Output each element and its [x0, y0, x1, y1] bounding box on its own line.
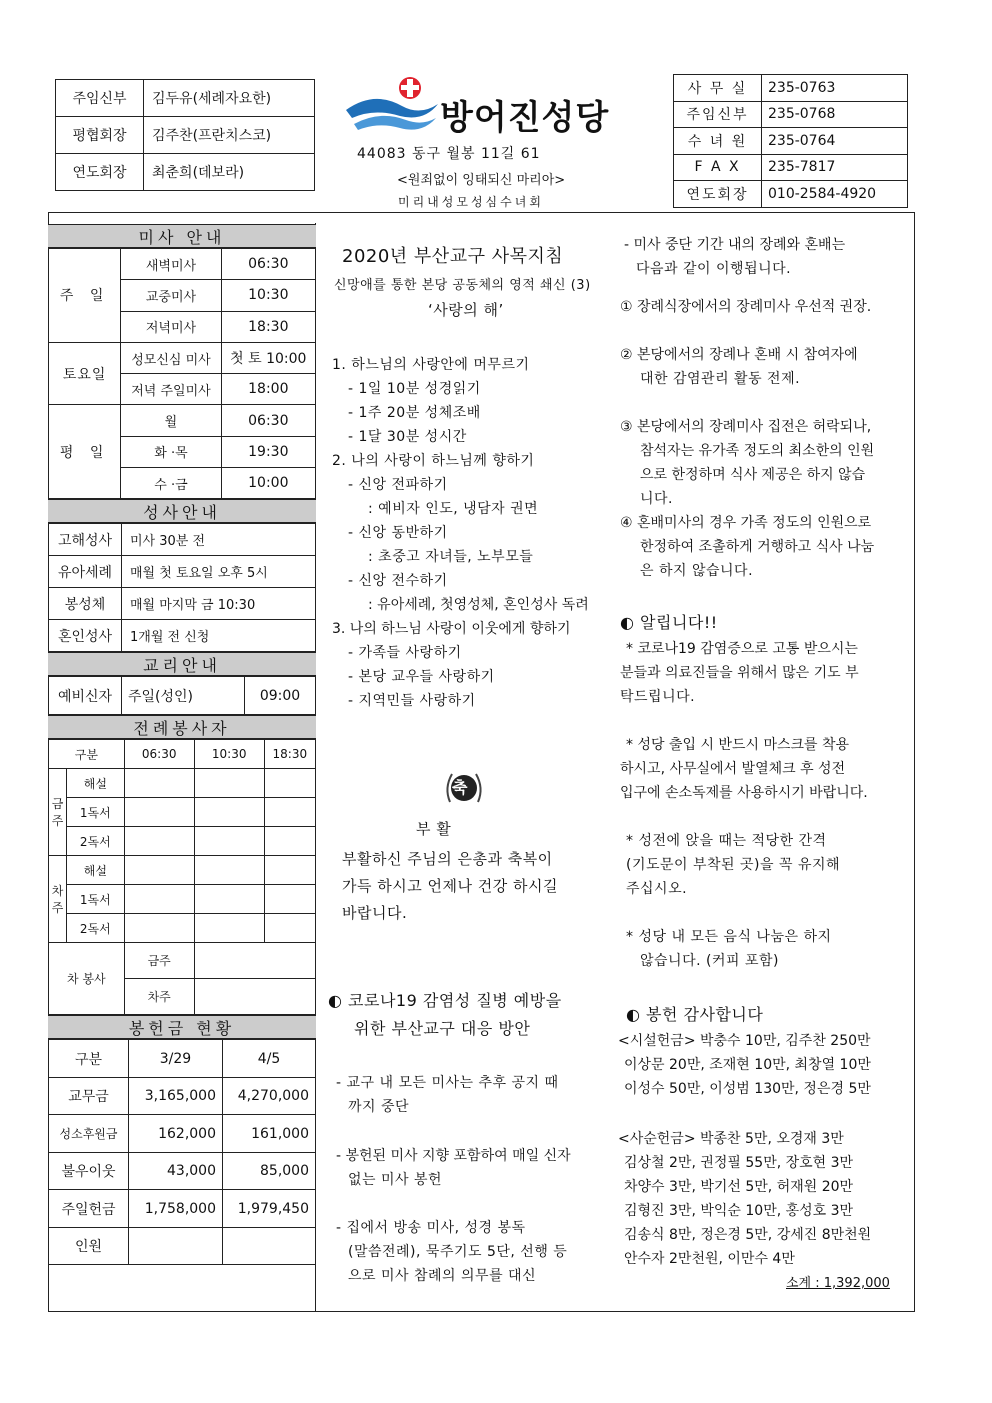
pastoral-line: - 지역민들 사랑하기: [348, 693, 476, 709]
mass-time: 18:00: [221, 374, 315, 405]
servers-week-next: 차주: [49, 856, 67, 943]
offering-value: 1,979,450: [223, 1190, 316, 1228]
header-official-row: [56, 80, 315, 117]
contact-label: 주임신부: [674, 101, 762, 128]
official-value: 최춘희(데보라): [144, 154, 315, 191]
notice-line: 주십시오.: [626, 881, 688, 897]
thanks-line: 안수자 2만천원, 이만수 4만: [624, 1251, 795, 1267]
contact-label: 수 녀 원: [674, 128, 762, 155]
car-row: [49, 943, 316, 979]
funeral-line: 다음과 같이 이행됩니다.: [636, 261, 792, 277]
sacrament-label: 혼인성사: [49, 620, 122, 652]
notice-line: * 성당 내 모든 음식 나눔은 하지: [626, 929, 832, 945]
servers-cell[interactable]: [124, 798, 194, 827]
mass-row: [49, 405, 316, 436]
sacrament-label: 봉성체: [49, 588, 122, 620]
car-service-label: 차 봉사: [49, 943, 125, 1015]
pastoral-line: 2. 나의 사랑이 하느님께 향하기: [332, 453, 535, 469]
thanks-line: <시설헌금> 박충수 10만, 김주찬 250만: [618, 1033, 871, 1049]
pastoral-line: : 예비자 인도, 냉담자 권면: [368, 501, 539, 517]
servers-title: 전례봉사자: [48, 715, 316, 739]
official-label: 주임신부: [56, 80, 144, 117]
servers-role: 해설: [67, 769, 125, 798]
offering-label: 교무금: [49, 1077, 129, 1115]
offering-header: 구분: [49, 1040, 129, 1078]
servers-cell[interactable]: [124, 885, 194, 914]
sacrament-value: 매월 마지막 금 10:30: [122, 588, 316, 620]
sacrament-row: [49, 556, 316, 588]
sacrament-value: 미사 30분 전: [122, 524, 316, 556]
covid-line: - 교구 내 모든 미사는 추후 공지 때: [336, 1075, 559, 1091]
servers-time: 06:30: [124, 740, 194, 769]
covid-line: - 집에서 방송 미사, 성경 봉독: [336, 1220, 526, 1236]
notice-line: 분들과 의료진들을 위해서 많은 기도 부: [620, 665, 859, 681]
pastoral-line: : 초중고 자녀들, 노부모들: [368, 549, 534, 565]
offering-label: 주일헌금: [49, 1190, 129, 1228]
contact-table: [673, 74, 908, 208]
servers-cell[interactable]: [124, 769, 194, 798]
offering-value: 162,000: [129, 1115, 223, 1153]
official-label: 연도회장: [56, 154, 144, 191]
pastoral-line: - 1주 20분 성체조배: [348, 405, 481, 421]
offering-label: 인원: [49, 1227, 129, 1265]
covid-line: - 봉헌된 미사 지향 포함하여 매일 신자: [336, 1148, 571, 1164]
offering-row: [49, 1115, 316, 1153]
servers-row: [49, 885, 316, 914]
funeral-line: - 미사 중단 기간 내의 장례와 혼배는: [624, 237, 846, 253]
mass-time: 18:30: [221, 311, 315, 342]
official-value: 김주찬(프란치스코): [144, 117, 315, 154]
contact-value: 235-7817: [762, 154, 908, 181]
car-week: 금주: [124, 943, 194, 979]
covid-line: 으로 미사 참례의 의무를 대신: [348, 1268, 537, 1284]
pastoral-line: - 신앙 동반하기: [348, 525, 448, 541]
servers-cell[interactable]: [124, 856, 194, 885]
offering-table: [48, 1039, 316, 1265]
servers-cell[interactable]: [264, 798, 315, 827]
notice-line: * 코로나19 감염증으로 고통 받으시는: [626, 641, 858, 657]
contact-label: 사 무 실: [674, 75, 762, 102]
covid-line: 없는 미사 봉헌: [348, 1172, 443, 1188]
offering-label: 성소후원금: [49, 1115, 129, 1153]
offering-row: [49, 1227, 316, 1265]
mass-name: 화 ·목: [121, 436, 221, 467]
funeral-line: ④ 혼배미사의 경우 가족 정도의 인원으로: [620, 515, 872, 531]
pastoral-line: - 신앙 전파하기: [348, 477, 448, 493]
mass-time: 첫 토 10:00: [221, 342, 315, 373]
servers-role: 2독서: [67, 914, 125, 943]
servers-cell[interactable]: [264, 827, 315, 856]
mass-name: 저녁 주일미사: [121, 374, 221, 405]
servers-cell[interactable]: [264, 856, 315, 885]
funeral-line: 대한 감염관리 활동 전제.: [640, 371, 801, 387]
mass-name: 수 ·금: [121, 468, 221, 499]
contact-value: 235-0768: [762, 101, 908, 128]
thanks-title: ◐ 봉헌 감사합니다: [626, 1005, 764, 1024]
pastoral-line: - 가족들 사랑하기: [348, 645, 462, 661]
offering-header-row: [49, 1040, 316, 1078]
contact-value: 235-0764: [762, 128, 908, 155]
sacrament-label: 고해성사: [49, 524, 122, 556]
catechism-label: 예비신자: [49, 677, 122, 715]
pastoral-line: - 신앙 전수하기: [348, 573, 448, 589]
servers-row: [49, 856, 316, 885]
easter-title: 부 활: [416, 820, 452, 838]
offering-row: [49, 1190, 316, 1228]
servers-time: 18:30: [264, 740, 315, 769]
notice-line: * 성당 출입 시 반드시 마스크를 착용: [626, 737, 850, 753]
pastoral-line: : 유아세례, 첫영성체, 혼인성사 독려: [368, 597, 589, 613]
servers-table: [48, 739, 316, 1015]
funeral-line: 참석자는 유가족 정도의 최소한의 인원: [640, 443, 875, 459]
funeral-line: ③ 본당에서의 장례미사 집전은 허락되나,: [620, 419, 872, 435]
funeral-line: 으로 한정하며 식사 제공은 하지 않습: [640, 467, 866, 483]
pastoral-line: - 본당 교우들 사랑하기: [348, 669, 495, 685]
thanks-total: 소계 : 1,392,000: [786, 1276, 890, 1291]
catechism-time: 09:00: [245, 677, 316, 715]
mass-group-weekday: 평 일: [49, 405, 121, 499]
thanks-line: 이성수 50만, 이성범 130만, 정은경 5만: [624, 1081, 871, 1097]
offering-row: [49, 1152, 316, 1190]
mass-name: 성모신심 미사: [121, 342, 221, 373]
notice-line: * 성전에 앉을 때는 적당한 간격: [626, 833, 827, 849]
mass-row: [49, 249, 316, 280]
sacraments-title: 성사안내: [48, 499, 316, 523]
funeral-line: ① 장례식장에서의 장례미사 우선적 권장.: [620, 299, 872, 315]
notice-line: (기도문이 부착된 곳)을 꼭 유지해: [626, 857, 841, 873]
offering-title: 봉헌금 현황: [48, 1015, 316, 1039]
parish-motto: <원죄없이 잉태되신 마리아>: [397, 173, 566, 188]
catechism-value: 주일(성인): [122, 677, 245, 715]
thanks-line: 차양수 3만, 박기선 5만, 허재원 20만: [624, 1179, 854, 1195]
easter-line: 바랍니다.: [342, 904, 408, 922]
sacrament-row: [49, 588, 316, 620]
servers-cell[interactable]: [124, 914, 194, 943]
header-officials-table: [55, 79, 315, 191]
easter-badge-text: 축: [452, 778, 468, 797]
pastoral-theme: ‘사랑의 해’: [428, 301, 504, 319]
notice-line: 않습니다. (커피 포함): [640, 953, 779, 969]
sidebar: [48, 224, 316, 1265]
offering-value: 43,000: [129, 1152, 223, 1190]
contact-label: F A X: [674, 154, 762, 181]
mass-name: 저녁미사: [121, 311, 221, 342]
servers-cell[interactable]: [194, 885, 264, 914]
contact-row: [674, 128, 908, 155]
servers-role: 해설: [67, 856, 125, 885]
notice-title: ◐ 알립니다!!: [620, 613, 718, 632]
catechism-table: [48, 676, 316, 715]
mass-time: 19:30: [221, 436, 315, 467]
contact-row: [674, 75, 908, 102]
funeral-line: 니다.: [640, 491, 673, 507]
mass-time: 10:00: [221, 468, 315, 499]
servers-cell[interactable]: [264, 769, 315, 798]
car-cell[interactable]: [194, 943, 315, 979]
thanks-line: 이상문 20만, 조재현 10만, 최창열 10만: [624, 1057, 871, 1073]
mass-time: 06:30: [221, 405, 315, 436]
header-official-row: [56, 117, 315, 154]
servers-col-label: 구분: [49, 740, 125, 769]
car-week: 차주: [124, 979, 194, 1015]
servers-role: 1독서: [67, 798, 125, 827]
pastoral-line: - 1달 30분 성시간: [348, 429, 467, 445]
notice-line: 하시고, 사무실에서 발열체크 후 성전: [620, 761, 846, 777]
covid-line: 까지 중단: [348, 1099, 410, 1115]
pastoral-line: - 1일 10분 성경읽기: [348, 381, 481, 397]
sacrament-row: [49, 620, 316, 652]
catechism-title: 교리안내: [48, 652, 316, 676]
servers-cell[interactable]: [194, 798, 264, 827]
pastoral-subtitle: 신망애를 통한 본당 공동체의 영적 쇄신 (3): [334, 278, 591, 293]
servers-cell[interactable]: [194, 827, 264, 856]
servers-time: 10:30: [194, 740, 264, 769]
servers-row: [49, 769, 316, 798]
pastoral-line: 1. 하느님의 사랑안에 머무르기: [332, 357, 530, 373]
contact-row: [674, 101, 908, 128]
servers-cell[interactable]: [194, 856, 264, 885]
servers-role: 1독서: [67, 885, 125, 914]
sacraments-table: [48, 523, 316, 652]
funeral-line: 한정하여 조촐하게 거행하고 식사 나눔: [640, 539, 875, 555]
sacrament-value: 1개월 전 신청: [122, 620, 316, 652]
offering-value: 85,000: [223, 1152, 316, 1190]
sacrament-value: 매월 첫 토요일 오후 5시: [122, 556, 316, 588]
religious-order: 미리내성모성심수녀회: [398, 195, 544, 209]
parish-name: 방어진성당: [440, 98, 610, 138]
contact-value: 235-0763: [762, 75, 908, 102]
car-cell[interactable]: [194, 979, 315, 1015]
funeral-line: 은 하지 않습니다.: [640, 563, 754, 579]
official-label: 평협회장: [56, 117, 144, 154]
thanks-line: 김상철 2만, 권정필 55만, 장호현 3만: [624, 1155, 854, 1171]
servers-row: [49, 798, 316, 827]
offering-header: 4/5: [223, 1040, 316, 1078]
mass-group-saturday: 토요일: [49, 342, 121, 405]
parish-address: 44083 동구 월봉 11길 61: [357, 146, 541, 162]
servers-header-row: [49, 740, 316, 769]
mass-name: 교중미사: [121, 280, 221, 311]
notice-line: 입구에 손소독제를 사용하시기 바랍니다.: [620, 785, 868, 801]
servers-role: 2독서: [67, 827, 125, 856]
sacrament-row: [49, 524, 316, 556]
sacrament-label: 유아세례: [49, 556, 122, 588]
servers-cell[interactable]: [194, 769, 264, 798]
easter-line: 가득 하시고 언제나 건강 하시길: [342, 877, 558, 895]
pastoral-title: 2020년 부산교구 사목지침: [342, 246, 564, 267]
contact-label: 연도회장: [674, 181, 762, 208]
servers-cell[interactable]: [264, 914, 315, 943]
thanks-line: <사순헌금> 박종찬 5만, 오경재 3만: [618, 1131, 844, 1147]
parish-logo-icon: [344, 76, 440, 136]
offering-row: [49, 1077, 316, 1115]
offering-value: [223, 1227, 316, 1265]
thanks-line: 김형진 3만, 박익순 10만, 홍성호 3만: [624, 1203, 854, 1219]
mass-table: [48, 248, 316, 499]
servers-cell[interactable]: [124, 827, 194, 856]
mass-row: [49, 342, 316, 373]
mass-group-sunday: 주 일: [49, 249, 121, 343]
covid-title: ◐ 코로나19 감염성 질병 예방을: [328, 991, 562, 1010]
covid-title-2: 위한 부산교구 대응 방안: [354, 1019, 531, 1038]
servers-row: [49, 914, 316, 943]
thanks-line: 김송식 8만, 정은경 5만, 강세진 8만천원: [624, 1227, 872, 1243]
notice-line: 탁드립니다.: [620, 689, 696, 705]
contact-row: [674, 181, 908, 208]
mass-name: 새벽미사: [121, 249, 221, 280]
offering-value: 3,165,000: [129, 1077, 223, 1115]
offering-header: 3/29: [129, 1040, 223, 1078]
mass-time: 06:30: [221, 249, 315, 280]
servers-cell[interactable]: [264, 885, 315, 914]
official-value: 김두유(세례자요한): [144, 80, 315, 117]
mass-time: 10:30: [221, 280, 315, 311]
pastoral-line: 3. 나의 하느님 사랑이 이웃에게 향하기: [332, 621, 571, 637]
funeral-line: ② 본당에서의 장례나 혼배 시 참여자에: [620, 347, 858, 363]
offering-value: 161,000: [223, 1115, 316, 1153]
header-official-row: [56, 154, 315, 191]
catechism-row: [49, 677, 316, 715]
mass-title: 미사 안내: [48, 224, 316, 248]
easter-line: 부활하신 주님의 은총과 축복이: [342, 850, 553, 868]
offering-label: 불우이웃: [49, 1152, 129, 1190]
servers-week-this: 금주: [49, 769, 67, 856]
offering-value: [129, 1227, 223, 1265]
covid-line: (말씀전례), 묵주기도 5단, 선행 등: [348, 1244, 568, 1260]
servers-cell[interactable]: [194, 914, 264, 943]
contact-row: [674, 154, 908, 181]
servers-row: [49, 827, 316, 856]
mass-name: 월: [121, 405, 221, 436]
offering-value: 1,758,000: [129, 1190, 223, 1228]
offering-value: 4,270,000: [223, 1077, 316, 1115]
brand-block: [340, 70, 660, 210]
contact-value: 010-2584-4920: [762, 181, 908, 208]
